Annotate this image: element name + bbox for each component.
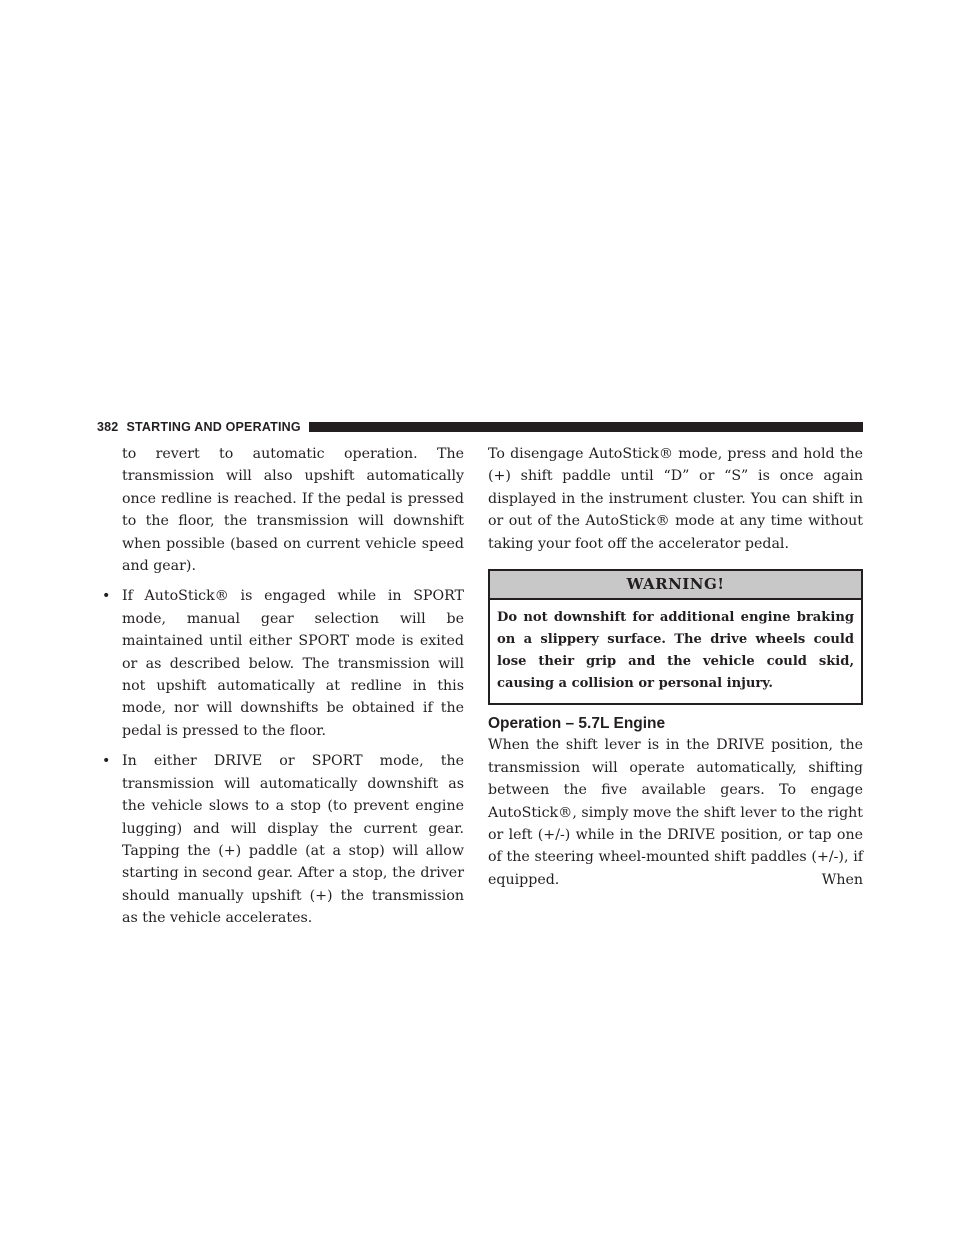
bullet-icon: •: [102, 753, 111, 770]
warning-box: [488, 569, 863, 705]
list-item: [100, 750, 464, 929]
header-rule: [309, 422, 863, 432]
section-title: STARTING AND OPERATING: [126, 420, 301, 434]
right-column: [488, 443, 863, 891]
list-item: [100, 585, 464, 742]
operation-paragraph: When the shift lever is in the DRIVE position, the transmission will operate automatically, shifting between the five available gears. To engage AutoStick®, simply move the shift lever to the right or left (+/-) while in the DRIVE position, or tap one of the steering wheel-mounted shift paddles (+/-), if equipped. When: [488, 737, 863, 888]
disengage-paragraph: To disengage AutoStick® mode, press and hold the (+) shift paddle until “D” or “S” is once again displayed in the instrument cluster. You can shift in or out of the AutoStick® mode at any time without taking your foot off the accelerator pedal.: [488, 446, 863, 552]
page-number: 382: [97, 420, 119, 434]
page-header: [97, 419, 863, 435]
bullet-text: In either DRIVE or SPORT mode, the transmission will automatically downshift as the vehicle slows to a stop (to prevent engine lugging) and will display the current gear. Tapping the (+) paddle (at a stop) will allow starting in second gear. After a stop, the driver should manually upshift (+) the transmission as the vehicle accelerates.: [122, 753, 464, 927]
warning-body: Do not downshift for additional engine braking on a slippery surface. The drive wheels could lose their grip and the vehicle could skid, causing a collision or personal injury.: [497, 610, 854, 692]
section-subheading: Operation – 5.7L Engine: [488, 715, 666, 733]
continued-paragraph: to revert to automatic operation. The transmission will also upshift automatically once redline is reached. If the pedal is pressed to the floor, the transmission will downshift when possible (based on current vehicle speed and gear).: [122, 446, 464, 575]
left-column: [100, 443, 464, 930]
bullet-icon: •: [102, 588, 111, 605]
bullet-text: If AutoStick® is engaged while in SPORT mode, manual gear selection will be maintained until either SPORT mode is exited or as described below. The transmission will not upshift automatically at redline in this mode, nor will downshifts be obtained if the pedal is pressed to the floor.: [122, 588, 464, 739]
warning-title: WARNING!: [490, 571, 861, 600]
